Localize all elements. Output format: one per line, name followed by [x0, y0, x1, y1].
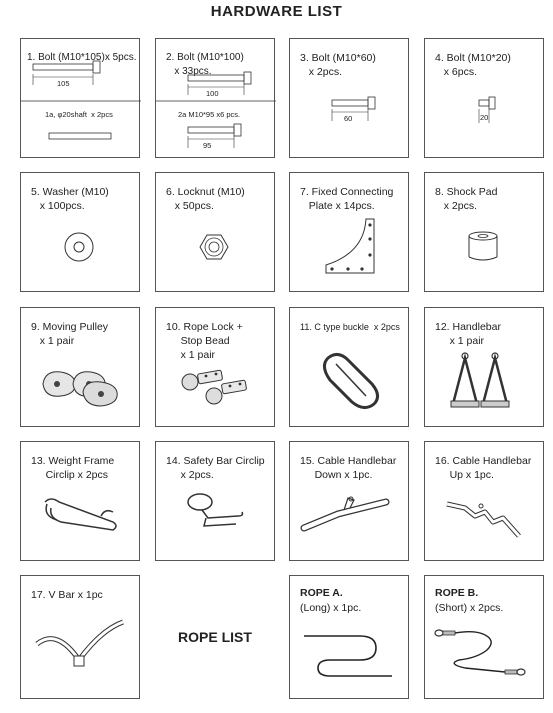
item-label: 11. C type buckle x 2pcs — [300, 322, 400, 332]
rope-a — [289, 575, 409, 699]
item-16-cable-handlebar-up — [424, 441, 544, 561]
item-label: 12. Handlebar x 1 pair — [435, 321, 501, 347]
rope-list-title: ROPE LIST — [178, 629, 252, 645]
rope-b-label: (Short) x 2pcs. — [435, 602, 504, 614]
item-label: 15. Cable Handlebar Down x 1pc. — [300, 455, 397, 481]
item-8-shock-pad — [424, 172, 544, 292]
v-bar-icon — [21, 576, 141, 700]
c-buckle-icon — [290, 308, 410, 428]
item-15-cable-handlebar-down — [289, 441, 409, 561]
dimension-label: 20 — [480, 113, 489, 122]
sub-item-label: 2a M10*95 x6 pcs. — [178, 110, 241, 119]
item-label: 16. Cable Handlebar Up x 1pc. — [435, 455, 532, 481]
item-label: 6. Locknut (M10) x 50pcs. — [166, 186, 245, 212]
bolt-icon — [156, 39, 276, 159]
rope-b-title: ROPE B. — [435, 587, 479, 599]
safety-circlip-icon — [156, 442, 276, 562]
circlip-icon — [21, 442, 141, 562]
item-13-weight-frame-circlip — [20, 441, 140, 561]
item-label: 17. V Bar x 1pc — [31, 589, 103, 601]
item-label: 5. Washer (M10) x 100pcs. — [31, 186, 109, 212]
item-label: 13. Weight Frame Circlip x 2pcs — [31, 455, 115, 481]
item-label: 3. Bolt (M10*60) x 2pcs. — [300, 52, 376, 78]
handlebar-icon — [425, 308, 545, 428]
item-label: 9. Moving Pulley x 1 pair — [31, 321, 109, 347]
item-12-handlebar — [424, 307, 544, 427]
rope-b — [424, 575, 544, 699]
bolt-icon — [425, 39, 545, 159]
item-17-v-bar — [20, 575, 140, 699]
item-4-bolt-m10x20 — [424, 38, 544, 158]
dimension-label: 100 — [206, 89, 219, 98]
dimension-label: 60 — [344, 114, 353, 123]
item-label: 4. Bolt (M10*20) x 6pcs. — [435, 52, 511, 78]
pulley-icon — [21, 308, 141, 428]
connecting-plate-icon — [290, 173, 410, 293]
rope-long-icon — [290, 576, 410, 700]
rope-a-title: ROPE A. — [300, 587, 343, 599]
item-label: 1. Bolt (M10*105)x 5pcs. — [27, 52, 137, 63]
item-7-connecting-plate — [289, 172, 409, 292]
item-1-bolt-m10x105 — [20, 38, 140, 158]
item-6-locknut — [155, 172, 275, 292]
shock-pad-icon — [425, 173, 545, 293]
sub-dimension-label: 95 — [203, 141, 212, 150]
item-3-bolt-m10x60 — [289, 38, 409, 158]
sub-item-label: 1a, φ20shaft x 2pcs — [45, 110, 113, 119]
item-2-bolt-m10x100 — [155, 38, 275, 158]
rope-a-label: (Long) x 1pc. — [300, 602, 362, 614]
rope-lock-icon — [156, 308, 276, 428]
item-10-rope-lock — [155, 307, 275, 427]
item-label: 14. Safety Bar Circlip x 2pcs. — [166, 455, 265, 481]
item-9-moving-pulley — [20, 307, 140, 427]
cable-handlebar-icon — [290, 442, 410, 562]
item-label: 2. Bolt (M10*100) x 33pcs. — [166, 52, 244, 77]
item-14-safety-bar-circlip — [155, 441, 275, 561]
item-11-c-type-buckle — [289, 307, 409, 427]
item-label: 7. Fixed Connecting Plate x 14pcs. — [300, 186, 394, 212]
rope-short-icon — [425, 576, 545, 700]
hardware-list-title: HARDWARE LIST — [210, 3, 343, 20]
bolt-icon — [21, 39, 141, 159]
locknut-icon — [156, 173, 276, 293]
bolt-icon — [290, 39, 410, 159]
item-5-washer — [20, 172, 140, 292]
item-label: 10. Rope Lock + Stop Bead x 1 pair — [166, 321, 243, 361]
cable-handlebar-up-icon — [425, 442, 545, 562]
washer-icon — [21, 173, 141, 293]
item-label: 8. Shock Pad x 2pcs. — [435, 186, 498, 212]
dimension-label: 105 — [57, 79, 70, 88]
